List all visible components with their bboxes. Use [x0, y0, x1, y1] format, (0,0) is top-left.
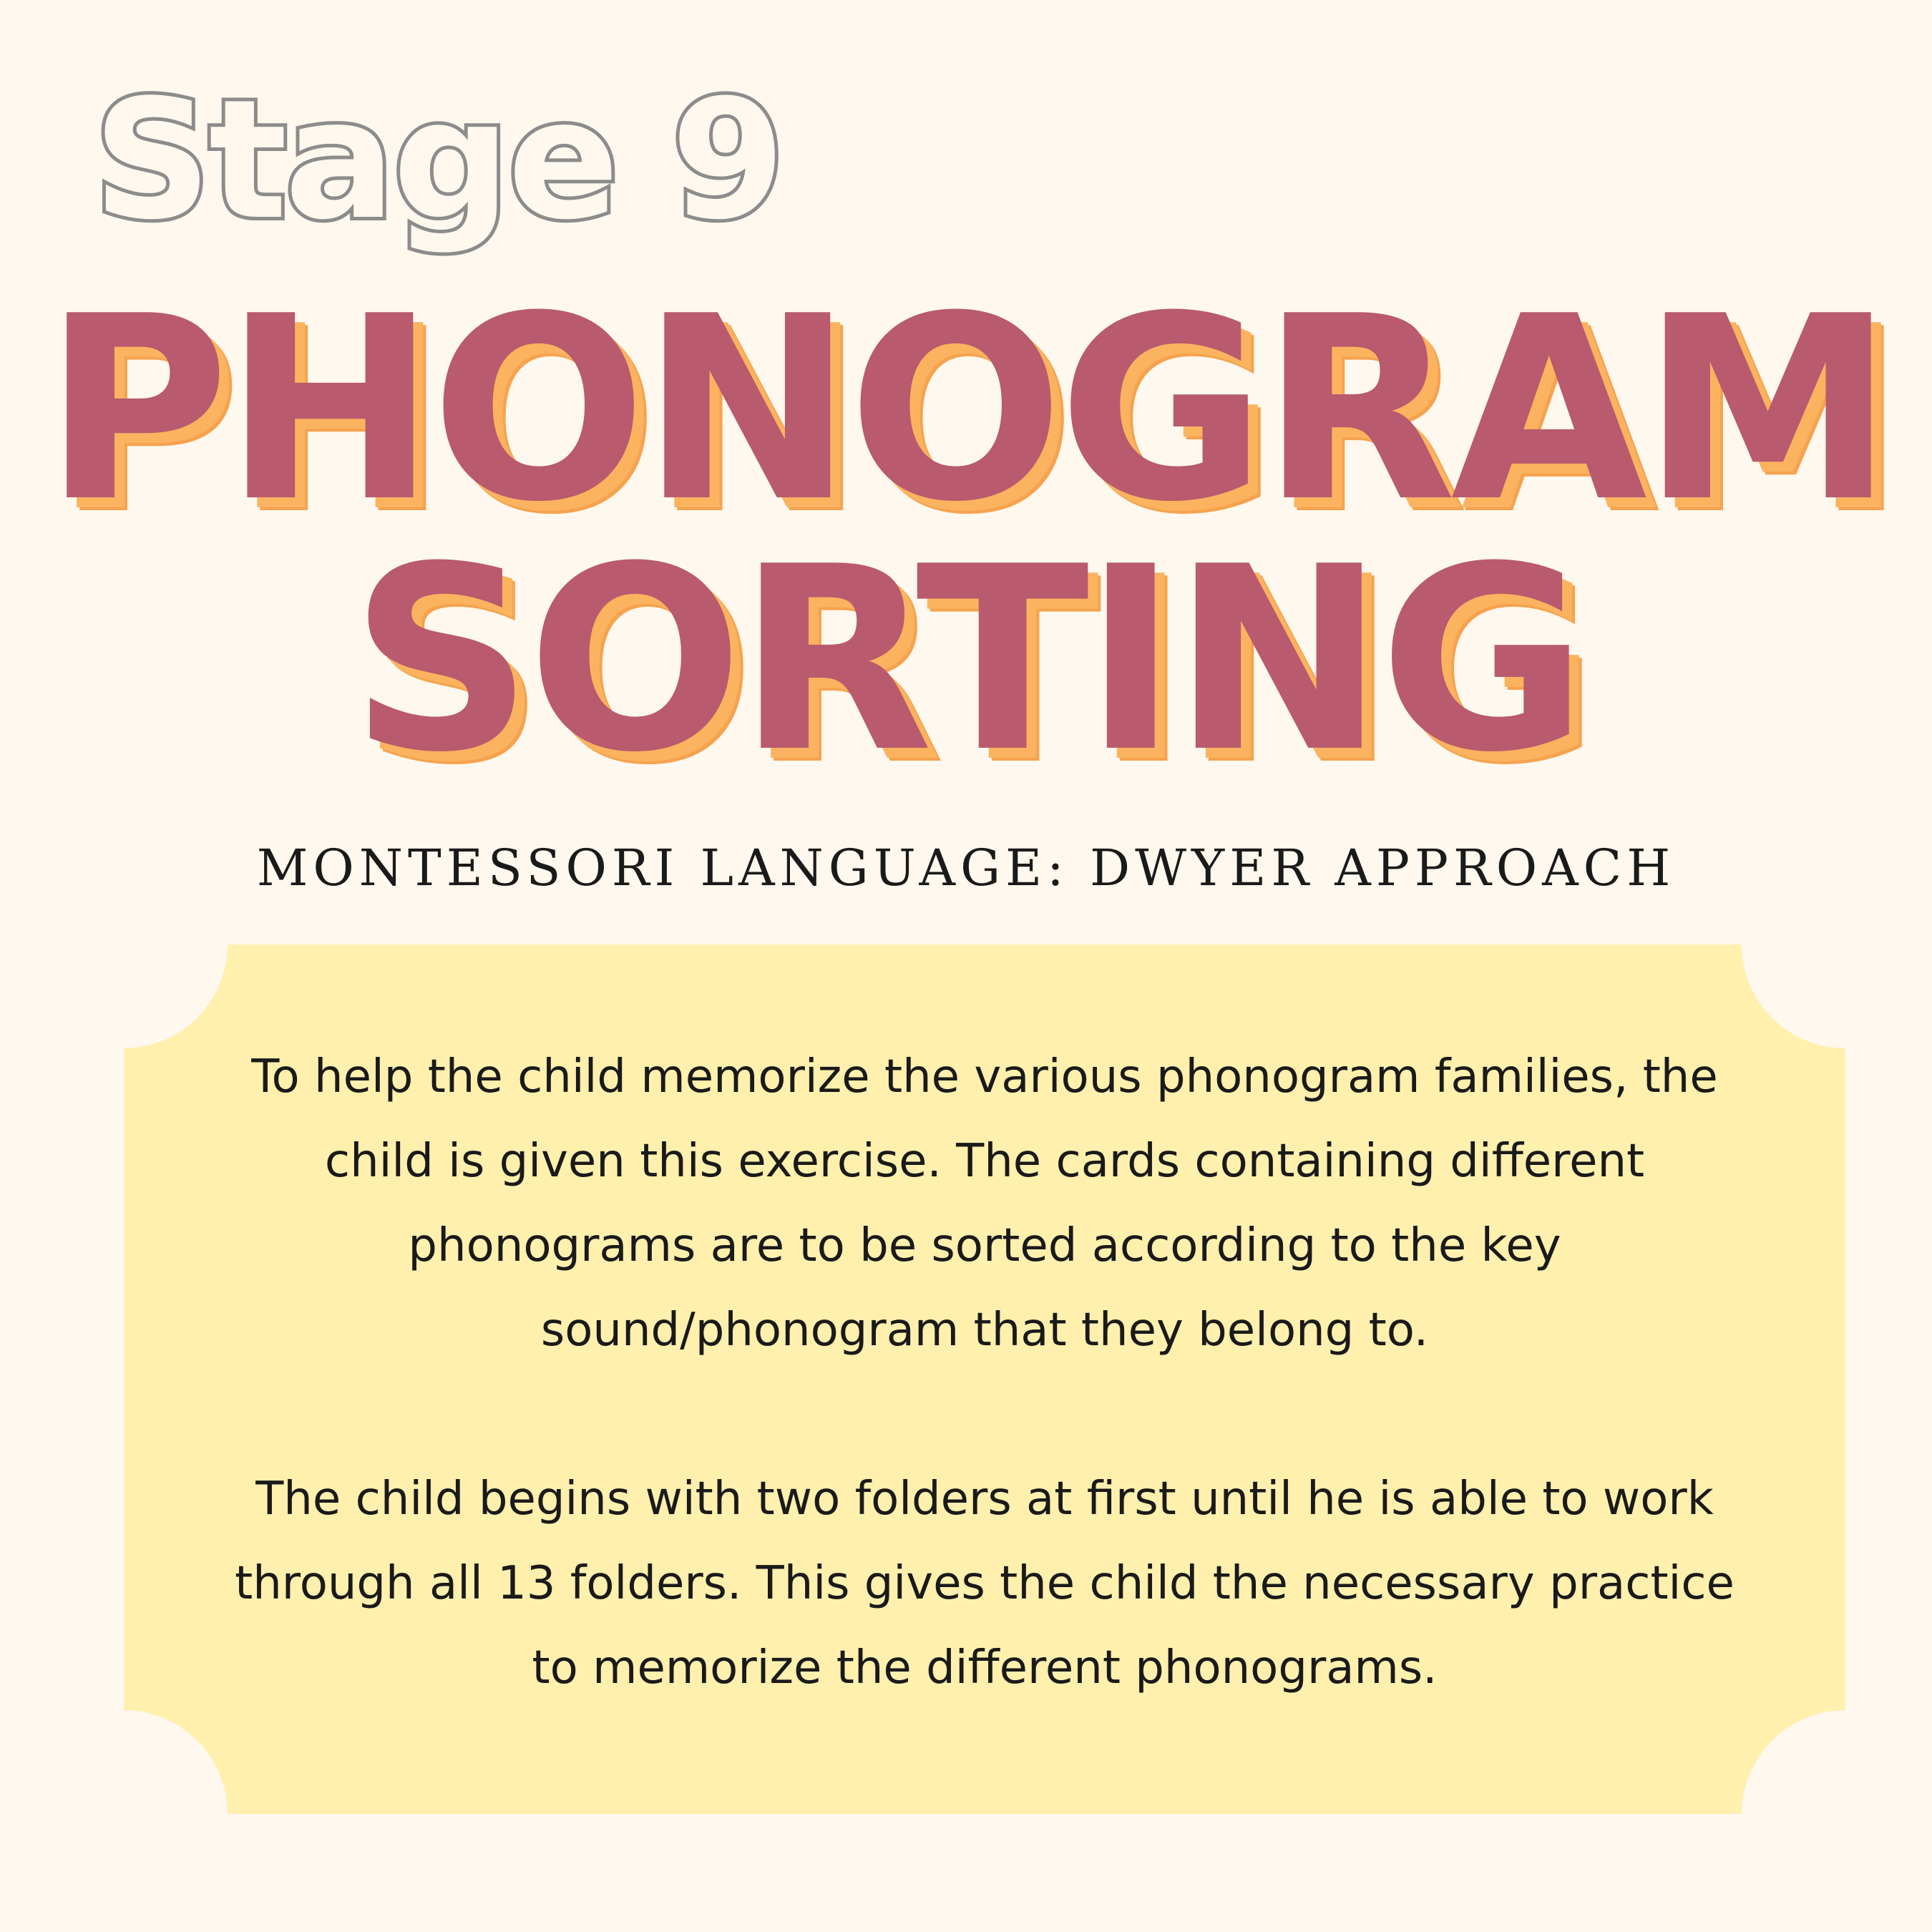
card-notch-top-right	[1742, 841, 1932, 1048]
card-notch-bottom-right	[1742, 1710, 1932, 1918]
card-paragraph-2: The child begins with two folders at first until he is able to work through all 13 folders. This gives the child the necessary practice to memorize the different phonograms.	[235, 1473, 1735, 1694]
card-notch-bottom-left	[20, 1710, 228, 1918]
title-line-1: PHONOGRAM	[43, 261, 1889, 557]
title-line-2: SORTING	[350, 512, 1582, 808]
card-paragraph-1: To help the child memorize the various phonogram families, the child is given this exercise. The cards containing different phonograms are to be sorted according to the key sound/phonogram that they belong to.	[251, 1050, 1718, 1357]
card-notch-top-left	[20, 841, 228, 1048]
subtitle: MONTESSORI LANGUAGE: DWYER APPROACH	[256, 839, 1676, 897]
stage-label: Stage 9	[93, 65, 783, 256]
description-card	[124, 945, 1845, 1814]
